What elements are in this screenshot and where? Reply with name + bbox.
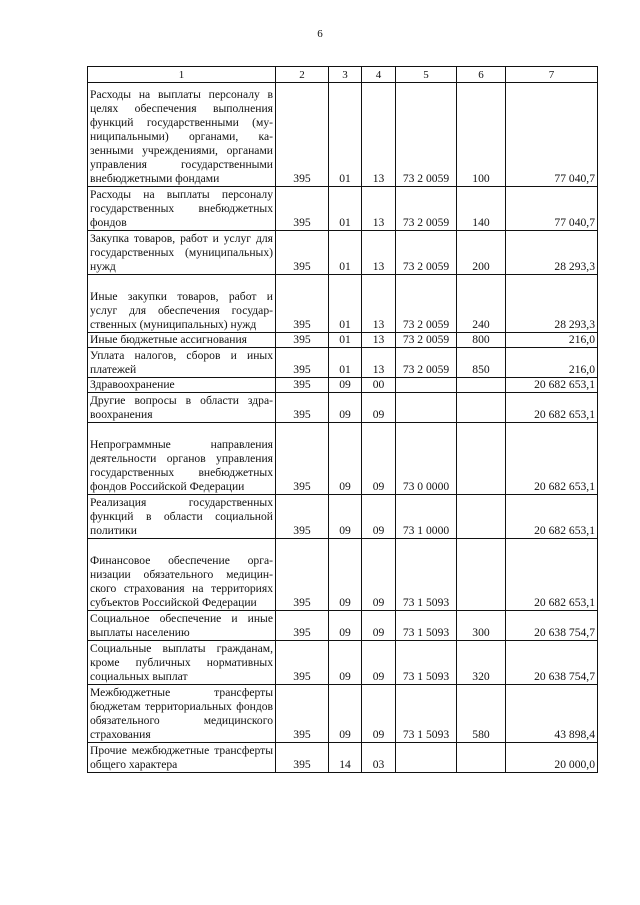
row-code-admin: 395 <box>276 539 329 611</box>
row-code-subsection: 09 <box>362 611 396 641</box>
row-amount: 20 638 754,7 <box>506 641 598 685</box>
row-code-target: 73 2 0059 <box>396 231 457 275</box>
row-code-section: 01 <box>329 275 362 333</box>
row-code-target: 73 1 5093 <box>396 539 457 611</box>
row-code-admin: 395 <box>276 378 329 393</box>
row-code-expense-type: 320 <box>457 641 506 685</box>
row-code-subsection: 13 <box>362 231 396 275</box>
row-amount: 28 293,3 <box>506 275 598 333</box>
row-code-admin: 395 <box>276 333 329 348</box>
row-name: Расходы на выплаты персоналу в целях обеспечения выполнения функций государственными (муниципальными) органами, казенными учреждениями, органами управления государственными внебюджетными фондами <box>88 83 276 187</box>
row-code-subsection: 13 <box>362 348 396 378</box>
table-header-row <box>88 67 598 83</box>
row-name: Межбюджетные трансферты бюджетам территориальных фондов обязательного медицинского страхования <box>88 685 276 743</box>
row-code-expense-type <box>457 393 506 423</box>
row-code-subsection: 09 <box>362 685 396 743</box>
row-code-subsection: 13 <box>362 187 396 231</box>
table-row <box>88 685 598 743</box>
row-code-expense-type: 300 <box>457 611 506 641</box>
row-code-target: 73 2 0059 <box>396 187 457 231</box>
row-code-admin: 395 <box>276 641 329 685</box>
row-amount: 77 040,7 <box>506 187 598 231</box>
row-amount: 20 682 653,1 <box>506 378 598 393</box>
row-code-admin: 395 <box>276 611 329 641</box>
row-amount: 20 682 653,1 <box>506 423 598 495</box>
row-code-target: 73 2 0059 <box>396 83 457 187</box>
row-code-subsection: 00 <box>362 378 396 393</box>
column-header: 6 <box>457 67 506 83</box>
row-code-subsection: 13 <box>362 275 396 333</box>
row-name: Прочие межбюджетные трансферты общего характера <box>88 743 276 773</box>
row-code-target <box>396 378 457 393</box>
row-name: Непрограммные направления деятельности органов управления государственных внебюджетных фондов Российской Федерации <box>88 423 276 495</box>
row-amount: 28 293,3 <box>506 231 598 275</box>
row-code-target: 73 1 5093 <box>396 611 457 641</box>
row-code-target <box>396 743 457 773</box>
row-code-admin: 395 <box>276 348 329 378</box>
column-header: 1 <box>88 67 276 83</box>
row-name: Иные бюджетные ассигнования <box>88 333 276 348</box>
row-code-subsection: 13 <box>362 83 396 187</box>
table-row <box>88 83 598 187</box>
row-code-section: 09 <box>329 539 362 611</box>
row-code-section: 14 <box>329 743 362 773</box>
row-code-subsection: 09 <box>362 423 396 495</box>
row-name: Здравоохранение <box>88 378 276 393</box>
row-code-expense-type <box>457 423 506 495</box>
row-code-expense-type: 800 <box>457 333 506 348</box>
page-number: 6 <box>317 28 323 40</box>
row-code-expense-type: 240 <box>457 275 506 333</box>
row-code-section: 01 <box>329 333 362 348</box>
row-code-expense-type <box>457 378 506 393</box>
row-code-expense-type <box>457 743 506 773</box>
row-name: Расходы на выплаты персоналу государственных внебюджетных фондов <box>88 187 276 231</box>
table-row <box>88 275 598 333</box>
row-code-target: 73 2 0059 <box>396 275 457 333</box>
row-code-target: 73 0 0000 <box>396 423 457 495</box>
row-code-subsection: 09 <box>362 539 396 611</box>
row-code-section: 09 <box>329 495 362 539</box>
table-row <box>88 641 598 685</box>
row-code-admin: 395 <box>276 685 329 743</box>
column-header: 4 <box>362 67 396 83</box>
row-name: Социальное обеспечение и иные выплаты населению <box>88 611 276 641</box>
table-row <box>88 231 598 275</box>
row-code-expense-type: 100 <box>457 83 506 187</box>
row-code-target: 73 2 0059 <box>396 348 457 378</box>
row-code-section: 01 <box>329 348 362 378</box>
row-name: Закупка товаров, работ и услуг для государственных (муниципальных) нужд <box>88 231 276 275</box>
row-code-section: 09 <box>329 611 362 641</box>
table-row <box>88 378 598 393</box>
row-name: Реализация государственных функций в области социальной политики <box>88 495 276 539</box>
table-row <box>88 333 598 348</box>
row-code-target: 73 1 5093 <box>396 641 457 685</box>
row-name: Финансовое обеспечение организации обязательного медицинского страхования на территориях субъектов Российской Федерации <box>88 539 276 611</box>
table-row <box>88 539 598 611</box>
table-row <box>88 423 598 495</box>
row-amount: 43 898,4 <box>506 685 598 743</box>
row-code-admin: 395 <box>276 275 329 333</box>
row-name: Уплата налогов, сборов и иных платежей <box>88 348 276 378</box>
column-header: 7 <box>506 67 598 83</box>
row-code-subsection: 13 <box>362 333 396 348</box>
row-code-expense-type: 850 <box>457 348 506 378</box>
row-code-expense-type: 140 <box>457 187 506 231</box>
budget-table <box>87 66 598 773</box>
row-code-expense-type: 580 <box>457 685 506 743</box>
table-row <box>88 393 598 423</box>
row-code-admin: 395 <box>276 393 329 423</box>
row-code-expense-type <box>457 539 506 611</box>
table-row <box>88 348 598 378</box>
row-name: Иные закупки товаров, работ и услуг для обеспечения государственных (муниципальных) нужд <box>88 275 276 333</box>
row-amount: 20 638 754,7 <box>506 611 598 641</box>
row-code-section: 01 <box>329 187 362 231</box>
column-header: 3 <box>329 67 362 83</box>
row-code-target <box>396 393 457 423</box>
column-header: 2 <box>276 67 329 83</box>
row-code-admin: 395 <box>276 743 329 773</box>
row-name: Социальные выплаты гражданам, кроме публичных нормативных социальных выплат <box>88 641 276 685</box>
row-amount: 20 682 653,1 <box>506 539 598 611</box>
row-amount: 20 682 653,1 <box>506 495 598 539</box>
row-code-target: 73 1 0000 <box>396 495 457 539</box>
row-amount: 216,0 <box>506 333 598 348</box>
row-code-expense-type: 200 <box>457 231 506 275</box>
row-amount: 216,0 <box>506 348 598 378</box>
row-code-section: 09 <box>329 423 362 495</box>
row-code-section: 09 <box>329 393 362 423</box>
row-code-target: 73 2 0059 <box>396 333 457 348</box>
table-row <box>88 611 598 641</box>
row-code-subsection: 03 <box>362 743 396 773</box>
row-code-section: 01 <box>329 231 362 275</box>
row-code-admin: 395 <box>276 423 329 495</box>
row-code-subsection: 09 <box>362 641 396 685</box>
row-code-section: 09 <box>329 685 362 743</box>
table-row <box>88 187 598 231</box>
table-row <box>88 743 598 773</box>
column-header: 5 <box>396 67 457 83</box>
row-amount: 77 040,7 <box>506 83 598 187</box>
row-code-admin: 395 <box>276 495 329 539</box>
table-row <box>88 495 598 539</box>
row-code-subsection: 09 <box>362 393 396 423</box>
row-amount: 20 682 653,1 <box>506 393 598 423</box>
row-name: Другие вопросы в области здравоохранения <box>88 393 276 423</box>
row-code-subsection: 09 <box>362 495 396 539</box>
row-amount: 20 000,0 <box>506 743 598 773</box>
row-code-admin: 395 <box>276 187 329 231</box>
row-code-expense-type <box>457 495 506 539</box>
row-code-admin: 395 <box>276 83 329 187</box>
row-code-section: 09 <box>329 378 362 393</box>
row-code-admin: 395 <box>276 231 329 275</box>
row-code-section: 09 <box>329 641 362 685</box>
row-code-target: 73 1 5093 <box>396 685 457 743</box>
row-code-section: 01 <box>329 83 362 187</box>
